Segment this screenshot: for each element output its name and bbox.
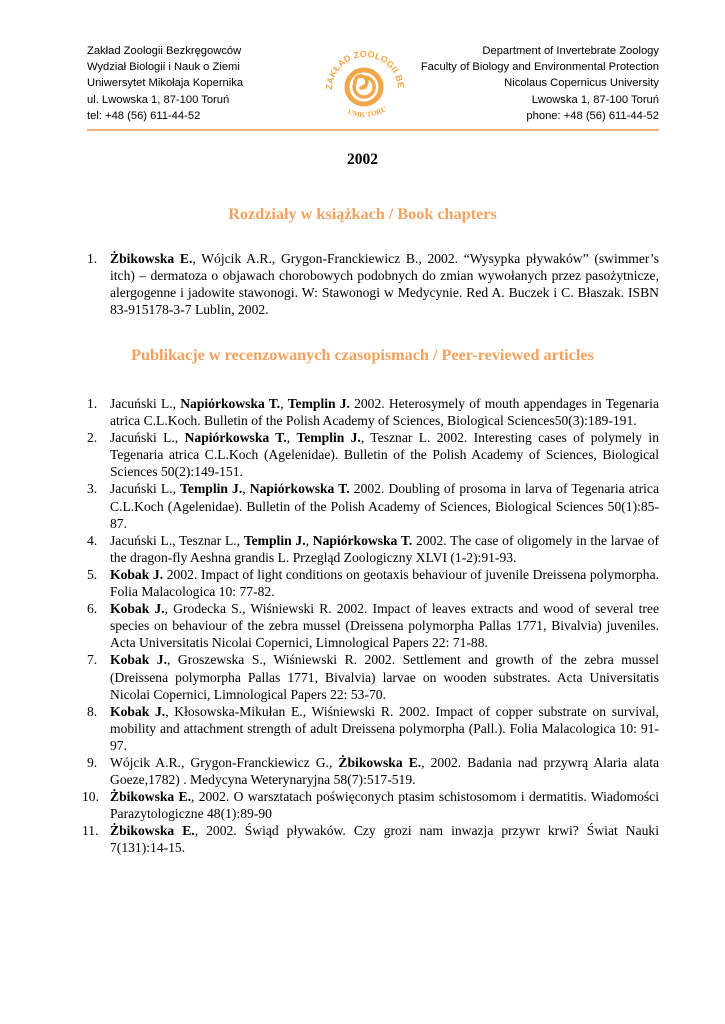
reference-text: Wójcik A.R., Grygon-Franckiewicz G.,	[110, 754, 339, 770]
reference-number: 2.	[87, 430, 98, 446]
reference-text: , Kłosowska-Mikułan E., Wiśniewski R. 2002. Impact of copper substrate on survival, mobility and attachment strength of adult Dreissena polymorpha (Pall.). Folia Malacologica 10: 91-97.	[110, 703, 659, 753]
reference-item	[87, 480, 659, 531]
reference-item	[87, 600, 659, 651]
reference-item	[87, 395, 659, 429]
reference-text: 2002. Doubling of prosoma in larva of Tegenaria atrica C.L.Koch (Agelenidae). Bulletin of the Polish Academy of Sciences, Biological Sciences 50(1):85-87.	[110, 481, 659, 531]
author-name: Kobak J.	[110, 652, 167, 668]
reference-text: Jacuński L.,	[110, 430, 185, 446]
author-name: Żbikowska E.	[110, 789, 191, 805]
author-name: Kobak J.	[110, 703, 166, 719]
reference-text: , Groszewska S., Wiśniewski R. 2002. Settlement and growth of the zebra mussel (Dreissena polymorpha Pallas 1771, Bivalvia) larvae on wooden substrates. Acta Universitatis Nicolai Copernici, Limnological Papers 22: 53-70.	[110, 652, 659, 702]
reference-number: 7.	[87, 652, 98, 668]
reference-text: 2002. Impact of light conditions on geotaxis behaviour of juvenile Dreissena polymorpha. Folia Malacologica 10: 77-82.	[110, 566, 659, 600]
reference-text: Jacuński L., Tesznar L.,	[110, 532, 244, 548]
author-name: Napiórkowska T.	[312, 532, 413, 548]
header-line: tel: +48 (56) 611-44-52	[87, 109, 201, 122]
book-chapters-list	[87, 250, 659, 318]
header-line: Zakład Zoologii Bezkręgowców	[87, 45, 242, 57]
reference-number: 10.	[82, 789, 99, 805]
reference-text: ,	[305, 532, 313, 548]
author-name: Templin J.	[180, 481, 243, 497]
author-name: Templin J.	[287, 396, 350, 411]
author-name: Napiórkowska T.	[184, 430, 287, 446]
author-name: Templin J.	[243, 532, 306, 548]
spiral-shell-icon	[318, 40, 410, 124]
author-name: Żbikowska E.	[110, 823, 195, 839]
author-name: Kobak J.	[110, 566, 164, 582]
letterhead-polish	[87, 43, 243, 124]
reference-number: 3.	[87, 481, 98, 497]
peer-reviewed-list	[82, 395, 660, 857]
reference-text: , Wójcik A.R., Grygon-Franckiewicz B., 2002. “Wysypka pływaków” (swimmer’s itch) – dermatoza o objawach chorobowych podobnych do zmian wywołanych przez pasożytnicze, alergogenne i jadowite stawonogi. W: Stawonogi w Medycynie. Red A. Buczek i C. Błaszak. ISBN 83-915178-3-7 Lublin, 2002.	[110, 251, 660, 318]
reference-text: 2002. Heterosymely of mouth appendages in Tegenaria atrica C.L.Koch. Bulletin of the Polish Academy of Sciences, Biological Sciences50(3):189-191.	[110, 396, 659, 429]
reference-item	[87, 703, 659, 754]
reference-item	[87, 651, 659, 702]
header-divider	[87, 129, 659, 131]
reference-text: , Grodecka S., Wiśniewski R. 2002. Impact of leaves extracts and wood of several tree species on behaviour of the zebra mussel (Dreissena polymorpha Pallas 1771, Bivalvia) juveniles. Acta Universitatis Nicolai Copernici, Limnological Papers 22: 71-88.	[110, 601, 660, 651]
header-line: Wydział Biologii i Nauk o Ziemi	[87, 61, 240, 74]
reference-text: ,	[286, 430, 297, 446]
reference-text: ,	[242, 481, 250, 497]
author-name: Templin J.	[296, 430, 361, 446]
logo-bottom-text: UMK TORU	[346, 104, 389, 120]
header-line: Uniwersytet Mikołaja Kopernika	[87, 77, 244, 90]
reference-number: 11.	[82, 823, 99, 839]
header-line: Department of Invertebrate Zoology	[482, 45, 659, 57]
reference-number: 1.	[87, 396, 98, 411]
reference-number: 1.	[87, 251, 98, 266]
letterhead-english	[421, 43, 659, 124]
reference-text: Jacuński L.,	[110, 481, 181, 497]
author-name: Kobak J.	[110, 601, 165, 617]
header-line: Nicolaus Copernicus University	[504, 77, 659, 90]
reference-item	[87, 429, 659, 480]
reference-text: , 2002. Badania nad przywrą Alaria alata Goeze,1782) . Medycyna Weterynaryjna 58(7):517-519.	[110, 754, 659, 788]
reference-number: 9.	[87, 754, 98, 770]
author-name: Żbikowska E.	[110, 251, 193, 266]
reference-text: , 2002. O warsztatach poświęconych ptasim schistosomom i dermatitis. Wiadomości Parazytologiczne 48(1):89-90	[110, 789, 659, 822]
section-title-peer-reviewed: Publikacje w recenzowanych czasopismach / Peer-reviewed articles	[131, 346, 594, 364]
author-name: Napiórkowska T.	[249, 481, 350, 497]
reference-text: , 2002. Świąd pływaków. Czy grozi nam inwazja przywr krwi? Świat Nauki 7(131):14-15.	[110, 823, 659, 856]
author-name: Żbikowska E.	[338, 754, 422, 770]
reference-item	[87, 566, 659, 600]
reference-number: 5.	[87, 566, 98, 582]
year-heading: 2002	[347, 151, 378, 168]
reference-text: Jacuński L.,	[110, 396, 181, 411]
reference-number: 6.	[87, 601, 98, 617]
reference-number: 4.	[87, 532, 98, 548]
reference-item	[87, 532, 659, 566]
reference-item	[87, 250, 659, 318]
header-line: Faculty of Biology and Environmental Protection	[420, 61, 659, 74]
reference-text: , Tesznar L. 2002. Interesting cases of polymely in Tegenaria atrica C.L.Koch (Agelenidae). Bulletin of the Polish Academy of Sciences, Biological Sciences 50(2):149-151.	[110, 430, 659, 480]
logo-top-text: ZAKŁAD ZOOLOGII BE	[323, 48, 407, 91]
header-line: ul. Lwowska 1, 87-100 Toruń	[87, 93, 230, 106]
reference-item	[82, 788, 659, 822]
reference-text: ,	[280, 396, 288, 411]
section-title-book-chapters: Rozdziały w książkach / Book chapters	[228, 205, 497, 223]
reference-item	[82, 822, 659, 856]
author-name: Napiórkowska T.	[180, 396, 281, 411]
reference-item	[87, 754, 659, 788]
svg-text:ZAKŁAD ZOOLOGII BEZKRĘGOWCÓW	[318, 40, 406, 90]
reference-number: 8.	[87, 703, 98, 719]
header-line: Lwowska 1, 87-100 Toruń	[531, 93, 659, 106]
department-logo	[318, 40, 410, 124]
reference-text: 2002. The case of oligomely in the larvae of the dragon-fly Aeshna grandis L. Przegląd Zoologiczny XLVI (1-2):91-93.	[110, 532, 660, 565]
header-line: phone: +48 (56) 611-44-52	[526, 109, 659, 122]
